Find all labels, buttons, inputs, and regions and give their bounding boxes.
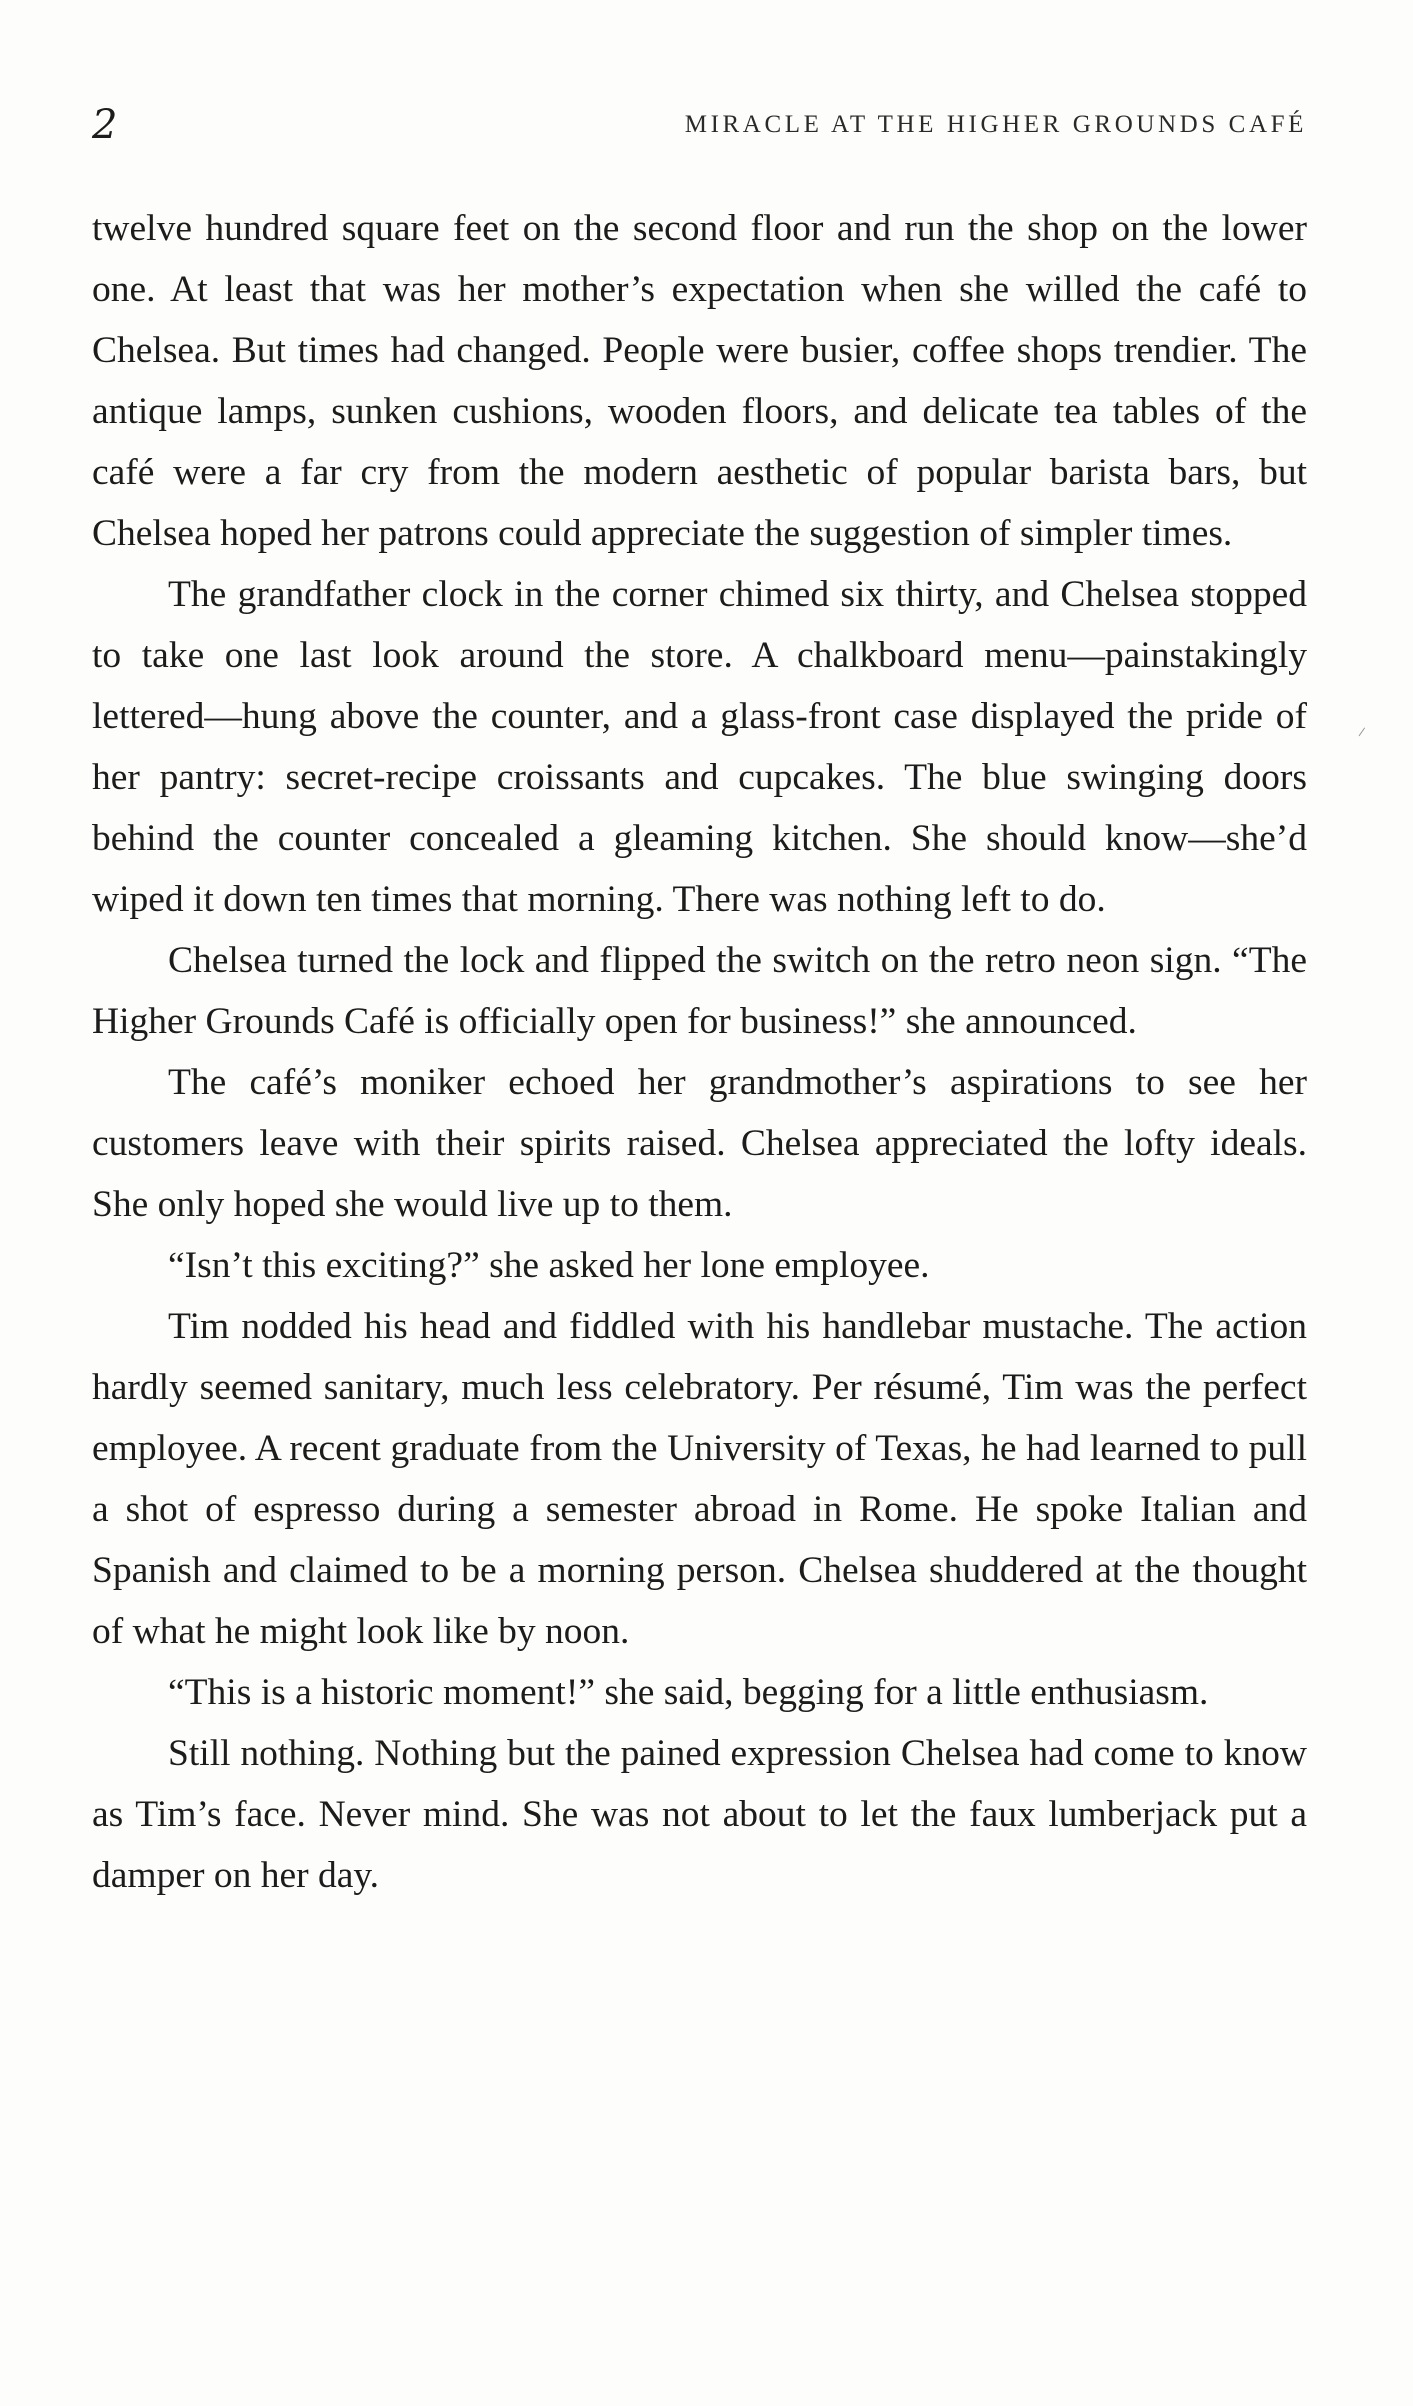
paragraph: “This is a historic moment!” she said, begging for a little enthusiasm.	[168, 1672, 1209, 1713]
margin-mark	[1359, 727, 1369, 738]
paragraph: “Isn’t this exciting?” she asked her lone employee.	[168, 1245, 930, 1286]
paragraph: The grandfather clock in the corner chimed six thirty, and Chelsea stopped to take one last look around the store. A chalkboard menu—painstakingly lettered—hung above the counter, and a glass-front case displayed the pride of her pantry: secret-recipe croissants and cupcakes. The blue swinging doors behind the counter concealed a gleaming kitchen. She should know—she’d wiped it down ten times that morning. There was nothing left to do.	[92, 574, 1307, 920]
running-head	[92, 100, 1307, 150]
paragraph: Still nothing. Nothing but the pained expression Chelsea had come to know as Tim’s face. Never mind. She was not about to let the faux lumberjack put a damper on her day.	[92, 1733, 1307, 1896]
running-head-title: MIRACLE AT THE HIGHER GROUNDS CAFÉ	[684, 111, 1307, 138]
body-text	[92, 198, 1307, 1906]
paragraph: twelve hundred square feet on the second floor and run the shop on the lower one. At least that was her mother’s expectation when she willed the café to Chelsea. But times had changed. People were busier, coffee shops trendier. The antique lamps, sunken cushions, wooden floors, and delicate tea tables of the café were a far cry from the modern aesthetic of popular barista bars, but Chelsea hoped her patrons could appreciate the suggestion of simpler times.	[92, 208, 1307, 554]
page-number: 2	[92, 102, 118, 148]
paragraph: Chelsea turned the lock and flipped the switch on the retro neon sign. “The Higher Grounds Café is officially open for business!” she announced.	[92, 940, 1307, 1042]
paragraph: Tim nodded his head and fiddled with his handlebar mustache. The action hardly seemed sanitary, much less celebratory. Per résumé, Tim was the perfect employee. A recent graduate from the University of Texas, he had learned to pull a shot of espresso during a semester abroad in Rome. He spoke Italian and Spanish and claimed to be a morning person. Chelsea shuddered at the thought of what he might look like by noon.	[92, 1306, 1307, 1652]
paragraph: The café’s moniker echoed her grandmother’s aspirations to see her customers leave with their spirits raised. Chelsea appreciated the lofty ideals. She only hoped she would live up to them.	[92, 1062, 1307, 1225]
